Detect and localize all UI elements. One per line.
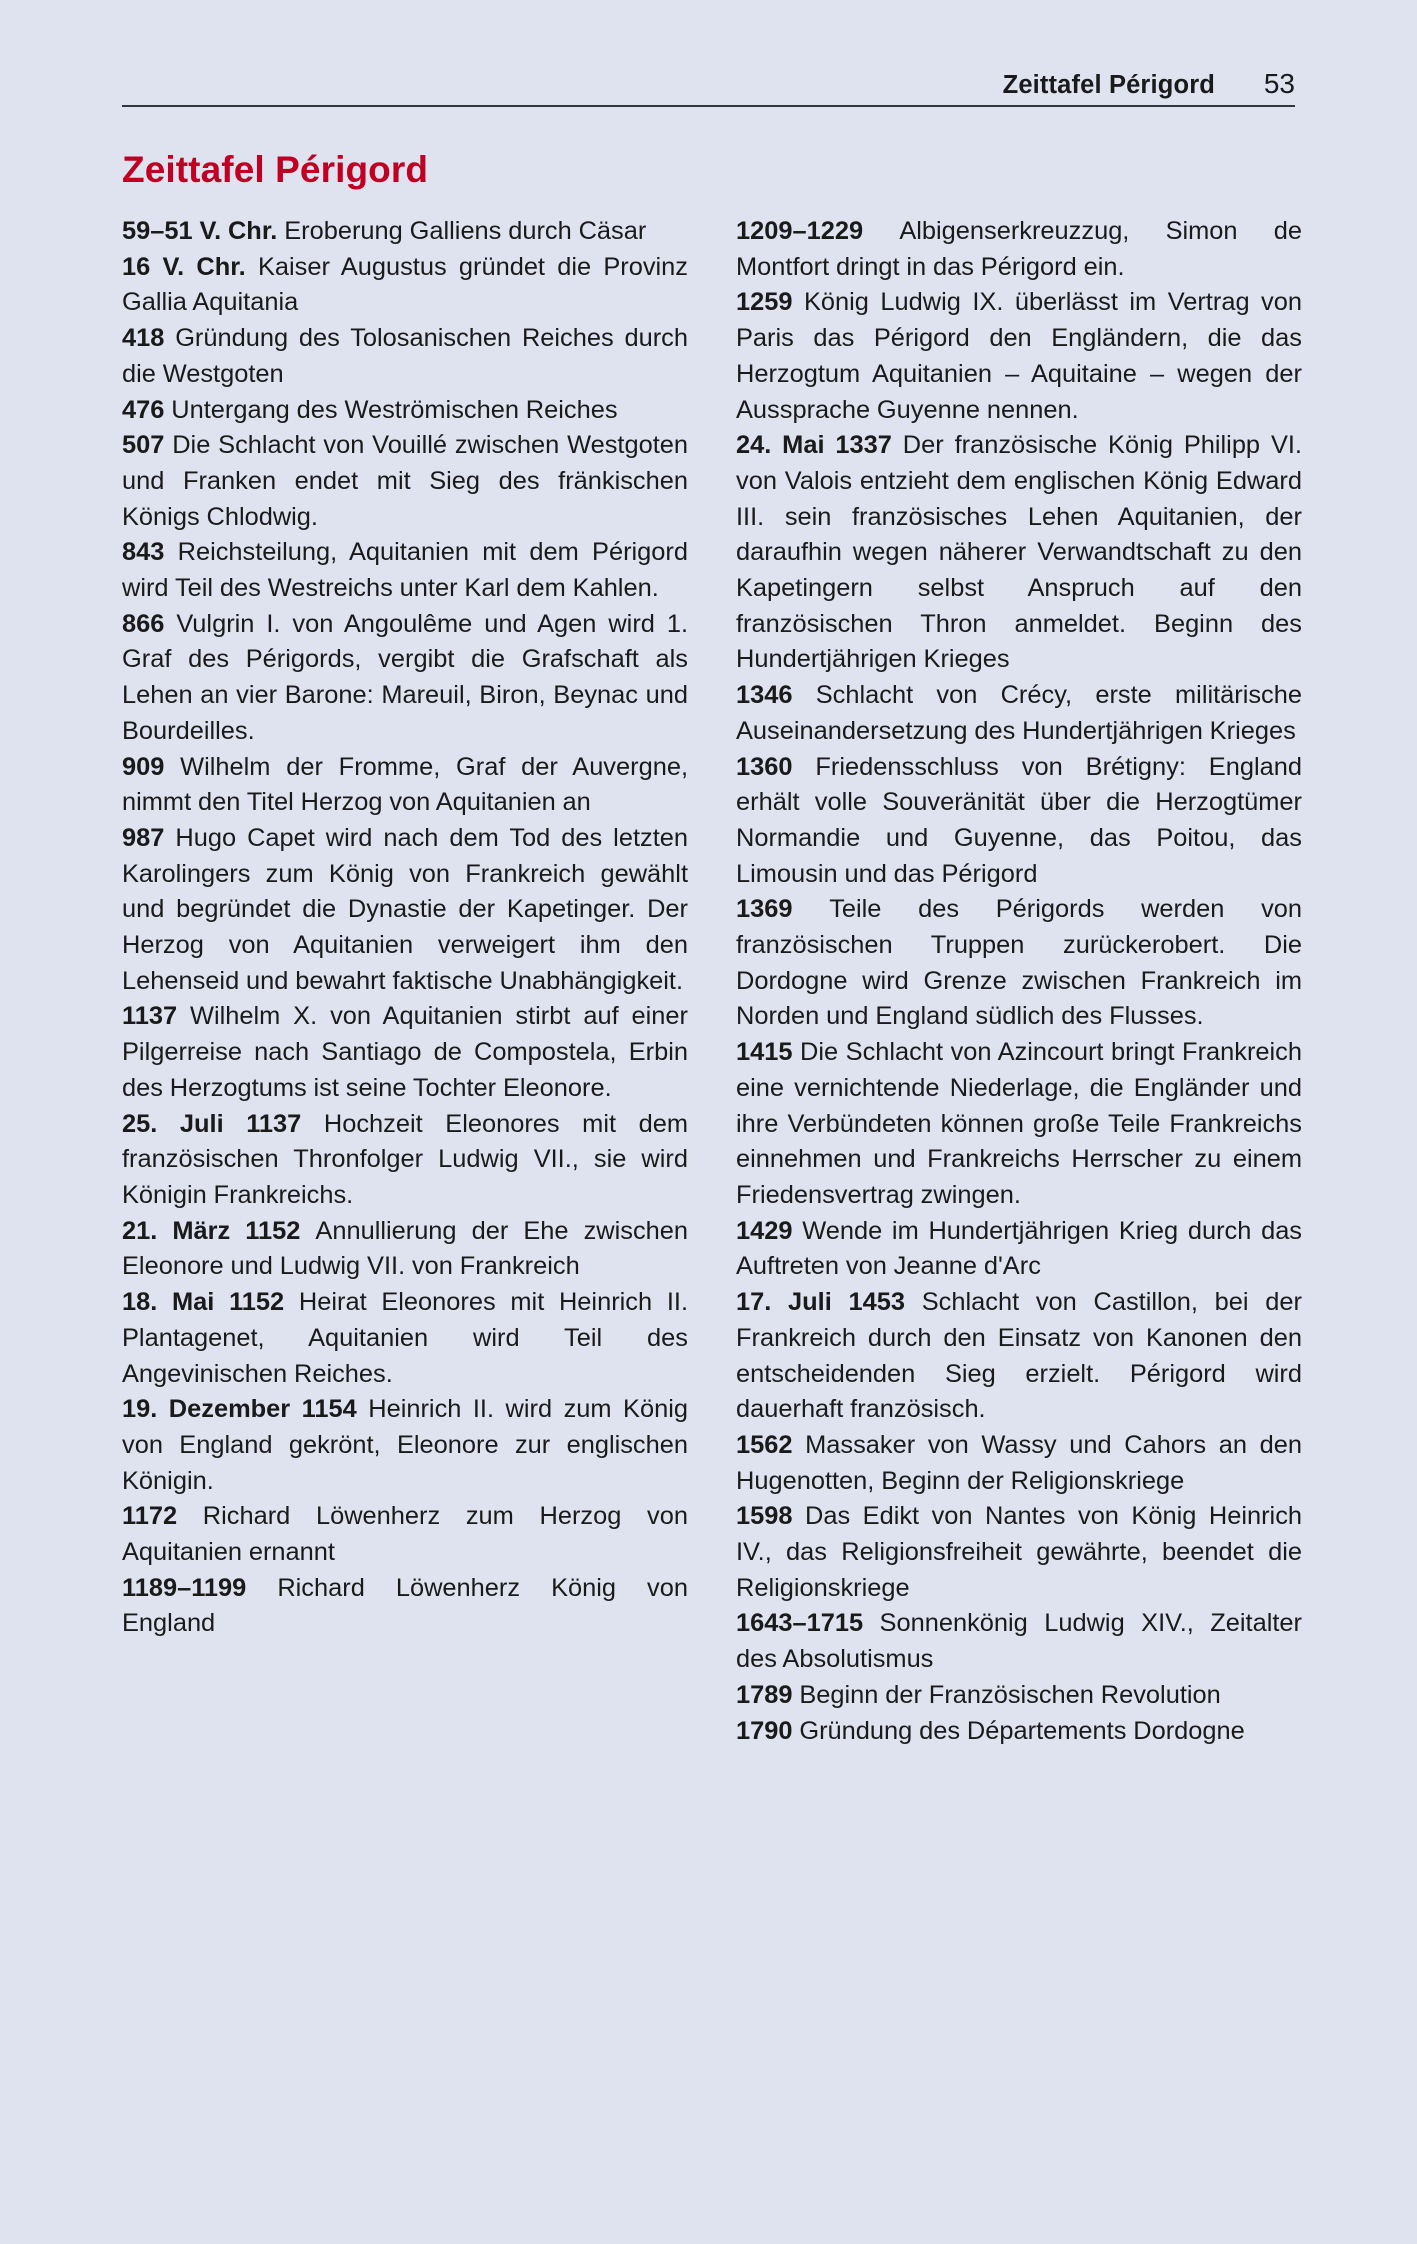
entry-date: 1172 [122, 1502, 178, 1531]
entry-text: Beginn der Französischen Revolution [799, 1680, 1221, 1709]
timeline-entry [736, 1214, 1302, 1285]
timeline-entry [122, 214, 688, 250]
timeline-entry [736, 1714, 1302, 1750]
entry-date: 25. Juli 1137 [122, 1109, 302, 1138]
timeline-entry [122, 750, 688, 821]
entry-date: 418 [122, 324, 165, 353]
running-header-title: Zeittafel Périgord [1002, 70, 1215, 99]
timeline-entry [736, 1606, 1302, 1677]
entry-date: 843 [122, 538, 165, 567]
entry-date: 1259 [736, 288, 793, 317]
left-column [122, 214, 688, 1749]
timeline-entry [122, 1107, 688, 1214]
entry-date: 1429 [736, 1216, 793, 1245]
entry-text: Gründung des Tolosanischen Reiches durch die Westgoten [122, 324, 688, 388]
header-rule [122, 105, 1295, 107]
entry-text: Kaiser Augustus gründet die Provinz Gallia Aquitania [122, 252, 688, 317]
page-number: 53 [1263, 68, 1295, 99]
entry-text: Friedensschluss von Brétigny: England erhält volle Souveränität über die Herzogtümer Normandie und Guyenne, das Poitou, das Limousin und das Périgord [736, 752, 1302, 888]
entry-text: Vulgrin I. von Angoulême und Agen wird 1. Graf des Périgords, vergibt die Grafschaft als Lehen an vier Barone: Mareuil, Biron, Beynac und Bourdeilles. [122, 609, 688, 745]
entry-date: 1562 [736, 1430, 793, 1459]
entry-text: Gründung des Départements Dordogne [799, 1716, 1245, 1745]
entry-text: Reichsteilung, Aquitanien mit dem Périgord wird Teil des Westreichs unter Karl dem Kahlen. [122, 538, 688, 603]
entry-text: Hugo Capet wird nach dem Tod des letzten Karolingers zum König von Frankreich gewählt und begründet die Dynastie der Kapetinger. Der Herzog von Aquitanien verweigert ihm den Lehenseid und bewahrt faktische Unabhängigkeit. [122, 823, 688, 995]
timeline-entry [736, 1035, 1302, 1214]
entry-date: 59–51 V. Chr. [122, 217, 278, 245]
entry-date: 507 [122, 431, 165, 460]
entry-text: Heirat Eleonores mit Heinrich II. Plantagenet, Aquitanien wird Teil des Angevinischen Reiches. [122, 1288, 688, 1388]
entry-text: Schlacht von Crécy, erste militärische Auseinandersetzung des Hundertjährigen Krieges [736, 681, 1302, 745]
entry-date: 909 [122, 752, 165, 781]
timeline-entry [122, 821, 688, 1000]
timeline-entry [736, 750, 1302, 893]
timeline-entry [122, 535, 688, 606]
entry-date: 1346 [736, 681, 793, 710]
entry-date: 1360 [736, 752, 793, 781]
timeline-entry [122, 393, 688, 429]
entry-text: Der französische König Philipp VI. von Valois entzieht dem englischen König Edward III. sein französisches Lehen Aquitanien, der daraufhin wegen näherer Verwandtschaft zu den Kapetingern selbst Anspruch auf den französischen Thron anmeldet. Beginn des Hundertjährigen Krieges [736, 431, 1302, 674]
entry-date: 1415 [736, 1038, 793, 1067]
entry-text: Schlacht von Castillon, bei der Frankreich durch den Einsatz von Kanonen den entscheidenden Sieg erzielt. Périgord wird dauerhaft französisch. [736, 1288, 1302, 1424]
entry-date: 1209–1229 [736, 217, 864, 245]
timeline-entry [736, 892, 1302, 1035]
timeline-entry [736, 1428, 1302, 1499]
entry-date: 1643–1715 [736, 1609, 864, 1638]
entry-date: 476 [122, 395, 165, 424]
timeline-entry [122, 428, 688, 535]
timeline-entry [122, 607, 688, 750]
timeline-entry [736, 1285, 1302, 1428]
timeline-entry [122, 321, 688, 392]
entry-date: 19. Dezember 1154 [122, 1395, 357, 1424]
text-columns [122, 214, 1303, 1749]
entry-text: Eroberung Galliens durch Cäsar [284, 217, 647, 245]
entry-date: 21. März 1152 [122, 1216, 301, 1245]
entry-text: Hochzeit Eleonores mit dem französischen Thronfolger Ludwig VII., sie wird Königin Frankreichs. [122, 1109, 689, 1209]
entry-text: Teile des Périgords werden von französischen Truppen zurückerobert. Die Dordogne wird Grenze zwischen Frankreich im Norden und England südlich des Flusses. [736, 895, 1303, 1031]
entry-date: 1369 [736, 895, 793, 924]
timeline-entry [736, 1499, 1302, 1606]
timeline-entry [122, 1571, 688, 1642]
timeline-entry [736, 1678, 1302, 1714]
entry-text: Wilhelm X. von Aquitanien stirbt auf einer Pilgerreise nach Santiago de Compostela, Erbin des Herzogtums ist seine Tochter Eleonore. [122, 1002, 688, 1102]
entry-date: 987 [122, 823, 165, 852]
entry-text: Die Schlacht von Vouillé zwischen Westgoten und Franken endet mit Sieg des fränkischen Königs Chlodwig. [122, 431, 688, 531]
page-title: Zeittafel Périgord [122, 148, 429, 190]
entry-text: König Ludwig IX. überlässt im Vertrag von Paris das Périgord den Engländern, die das Herzogtum Aquitanien – Aquitaine – wegen der Aussprache Guyenne nennen. [736, 288, 1302, 424]
entry-text: Das Edikt von Nantes von König Heinrich IV., das Religionsfreiheit gewährte, beendet die Religionskriege [736, 1502, 1303, 1602]
entry-text: Albigenserkreuzzug, Simon de Montfort dringt in das Périgord ein. [736, 217, 1302, 281]
timeline-entry [122, 1392, 688, 1499]
entry-text: Die Schlacht von Azincourt bringt Frankreich eine vernichtende Niederlage, die Engländer und ihre Verbündeten können große Teile Frankreichs einnehmen und Frankreichs Herrscher zu einem Friedensvertrag zwingen. [736, 1038, 1302, 1209]
entry-text: Richard Löwenherz zum Herzog von Aquitanien ernannt [122, 1502, 688, 1567]
entry-date: 1790 [736, 1716, 793, 1745]
running-header [122, 58, 1295, 98]
entry-text: Richard Löwenherz König von England [122, 1573, 688, 1638]
entry-date: 866 [122, 609, 165, 638]
timeline-entry [122, 1499, 688, 1570]
entry-text: Annullierung der Ehe zwischen Eleonore und Ludwig VII. von Frankreich [122, 1216, 689, 1281]
entry-text: Wende im Hundertjährigen Krieg durch das Auftreten von Jeanne d'Arc [736, 1216, 1303, 1281]
entry-date: 18. Mai 1152 [122, 1288, 285, 1317]
entry-date: 1598 [736, 1502, 793, 1531]
entry-date: 1189–1199 [122, 1573, 247, 1602]
right-column [736, 214, 1302, 1749]
entry-text: Sonnenkönig Ludwig XIV., Zeitalter des Absolutismus [736, 1609, 1303, 1674]
timeline-entry [122, 1214, 688, 1285]
entry-date: 16 V. Chr. [122, 252, 246, 281]
timeline-entry [122, 1285, 688, 1392]
entry-date: 24. Mai 1337 [736, 431, 892, 460]
entry-text: Wilhelm der Fromme, Graf der Auvergne, nimmt den Titel Herzog von Aquitanien an [122, 752, 688, 817]
entry-text: Massaker von Wassy und Cahors an den Hugenotten, Beginn der Religionskriege [736, 1430, 1302, 1495]
timeline-entry [122, 250, 688, 321]
timeline-entry [122, 999, 688, 1106]
entry-date: 1789 [736, 1680, 793, 1709]
timeline-entry [736, 678, 1302, 749]
timeline-entry [736, 285, 1302, 428]
entry-text: Untergang des Weströmischen Reiches [171, 395, 618, 424]
timeline-entry [736, 428, 1302, 678]
entry-text: Heinrich II. wird zum König von England gekrönt, Eleonore zur englischen Königin. [122, 1395, 688, 1495]
entry-date: 17. Juli 1453 [736, 1288, 905, 1317]
entry-date: 1137 [122, 1002, 178, 1031]
timeline-entry [736, 214, 1302, 285]
